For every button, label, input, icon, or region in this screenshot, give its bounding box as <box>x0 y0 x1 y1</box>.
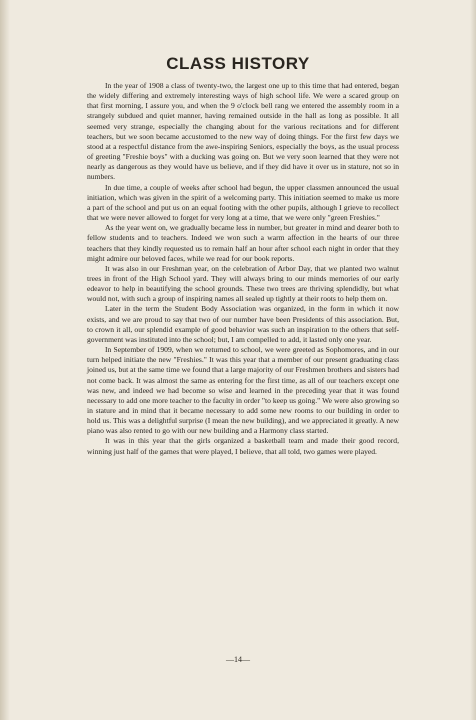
paragraph: Later in the term the Student Body Association was organized, in the form in which it now exists, and we are proud to say that two of our number have been Presidents of this association. But, to crown it all, our splendid example of good behavior was such an inspiration to the others that self-government was instituted into the school; but, I am compelled to add, it lasted only one year. <box>87 304 399 344</box>
page-title: CLASS HISTORY <box>166 54 310 73</box>
paragraph: It was in this year that the girls organized a basketball team and made their good record, winning just half of the games that were played, I believe, that all told, two games were played. <box>87 436 399 456</box>
paragraph: It was also in our Freshman year, on the celebration of Arbor Day, that we planted two walnut trees in front of the High School yard. They will always bring to our minds memories of our early edeavor to help in beautifying the school grounds. These two trees are thriving splendidly, but what would not, with such a group of inspiring names all sealed up tightly at their roots to help them on. <box>87 263 399 304</box>
body-text <box>87 81 399 457</box>
paragraph: As the year went on, we gradually became less in number, but greater in mind and dearer both to fellow students and to teachers. Indeed we won such a warm affection in the hearts of our three teachers that they kindly requested us to remain half an hour after school each night in order that they might admire our beloved faces, while we read for our book reports. <box>87 223 399 263</box>
page-number: —14— <box>226 655 250 664</box>
paragraph: In September of 1909, when we returned to school, we were greeted as Sophomores, and in our turn helped initiate the new "Freshies." It was this year that a member of our present graduating class joined us, but at the same time we found that a large majority of our Freshmen brothers and sisters had not come back. It was almost the same as entering for the first time, as all of our teachers except one was new, and indeed we had become so wise and learned in the preceding year that it was found necessary to add one more teacher to the faculty in order "to keep us going." We were also growing so in stature and in mind that it became necessary to add some new rooms to our building in order to hold us. This was a delightful surprise (I mean the new building), and we appreciated it greatly. A new piano was also rented to go with our new building and a Harmony class started. <box>87 345 399 436</box>
paragraph: In due time, a couple of weeks after school had begun, the upper classmen announced the usual initiation, which was given in the spirit of a welcoming party. This initiation seemed to make us more a part of the school and put us on an equal footing with the other pupils, although I grieve to recollect that we were never allowed to forget for very long at a time, that we were only "green Freshies." <box>87 182 399 223</box>
paragraph: In the year of 1908 a class of twenty-two, the largest one up to this time that had entered, began the widely differing and extremely interesting ways of high school life. We were a scared group on that first morning, I assure you, and when the 9 o'clock bell rang we entered the assembly room in a strangely subdued and quiet manner, having remained outside in the hall as long as possible. It all seemed very strange, especially the changing about for the various recitations and for different teachers, but we soon became accustomed to the new way of doing things. For the first few days we stood at a respectful distance from the awe-inspiring Seniors, especially the boys, as the usual process of greeting "Freshie boys" with a ducking was going on. But we very soon learned that they were not nearly as dangerous as they would have us believe, and if they did have it over us in stature, not so in numbers. <box>87 81 399 182</box>
